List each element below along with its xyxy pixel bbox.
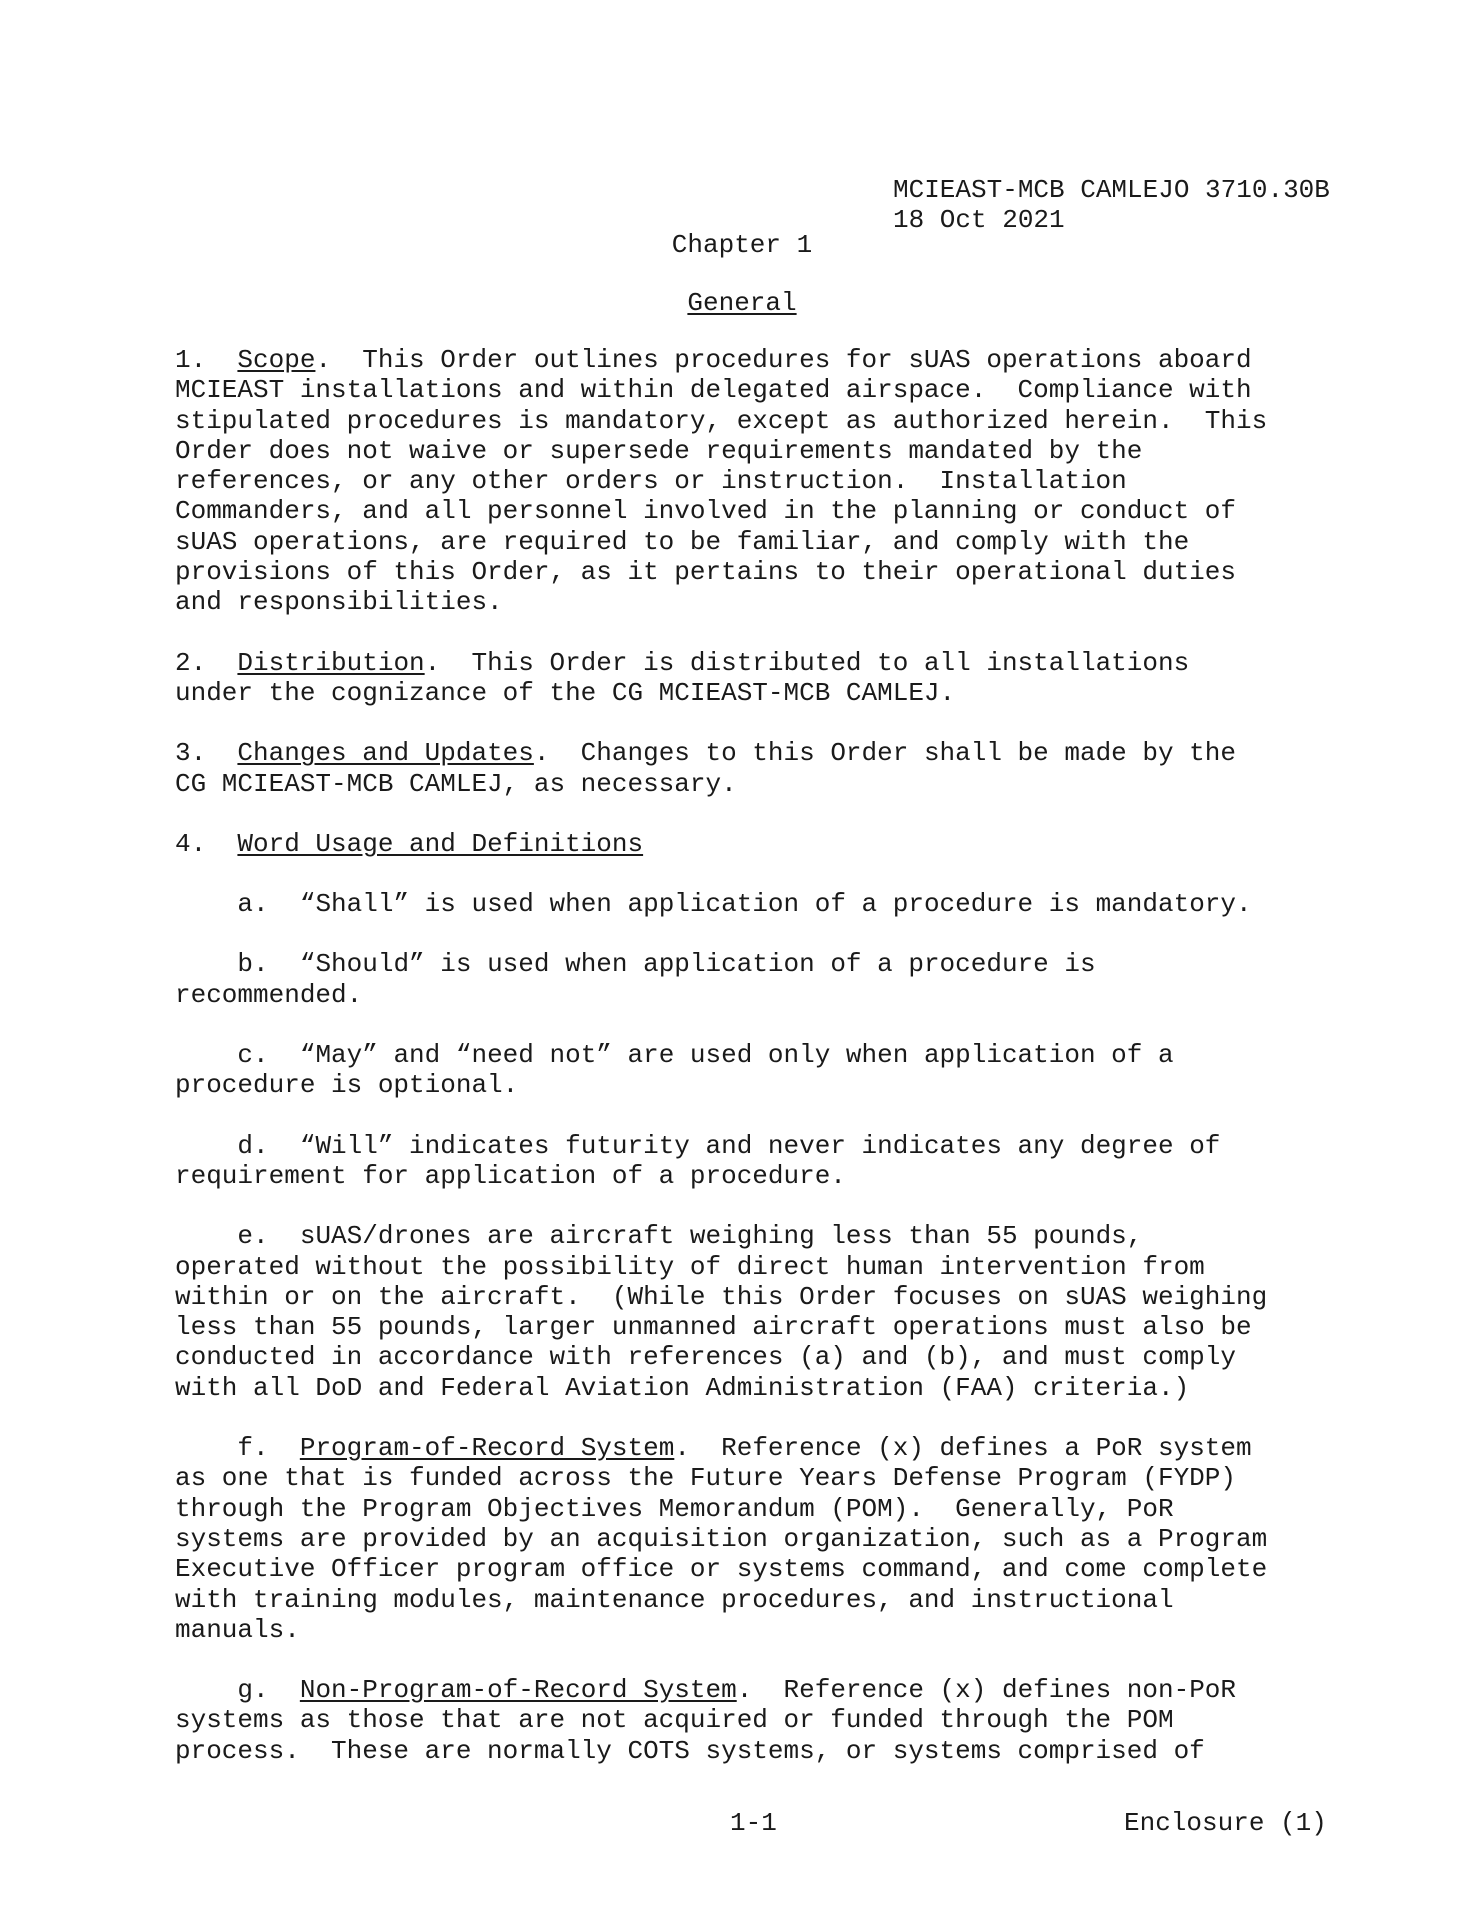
chapter-heading: Chapter 1 (671, 230, 813, 260)
subparagraph-letter: b. (175, 949, 300, 980)
subparagraph-f (175, 1433, 1315, 1645)
paragraph-scope (175, 345, 1315, 618)
paragraph-text: . This Order is distributed to all installations under the cognizance of the CG MCIEAST-MCB CAMLEJ. (175, 647, 1190, 708)
paragraph-number: 1. (175, 345, 238, 375)
subparagraph-letter: c. (175, 1040, 300, 1071)
paragraph-word-usage (175, 829, 1315, 859)
subparagraph-e (175, 1221, 1315, 1403)
subparagraph-letter: e. (175, 1221, 300, 1252)
subparagraph-a (175, 889, 1315, 919)
enclosure-label: Enclosure (1) (1124, 1808, 1327, 1838)
subparagraph-text: sUAS/drones are aircraft weighing less than 55 pounds, operated without the possibility of direct human intervention from within or on the aircraft. (While this Order focuses on sUAS weighing less than 55 pounds, larger unmanned aircraft operations must also be conducted in accordance with references (a) and (b), and must comply with all DoD and Federal Aviation Administration (FAA) criteria.) (175, 1221, 1268, 1403)
subparagraph-text: . Reference (x) defines a PoR system as one that is funded across the Future Years Defense Program (FYDP) through the Program Objectives Memorandum (POM). Generally, PoR systems are provided by an acquisition organization, such as a Program Executive Officer program office or systems command, and come complete with training modules, maintenance procedures, and instructional manuals. (175, 1433, 1268, 1645)
document-body (175, 345, 1315, 1796)
subparagraph-heading: Program-of-Record System (299, 1433, 675, 1464)
page-title-text: General (687, 288, 797, 318)
subparagraph-b (175, 949, 1315, 1010)
paragraph-text: . Changes to this Order shall be made by the CG MCIEAST-MCB CAMLEJ, as necessary. (175, 738, 1236, 799)
paragraph-distribution (175, 648, 1315, 709)
subparagraph-letter: g. (175, 1675, 300, 1706)
subparagraph-text: “Shall” is used when application of a procedure is mandatory. (299, 889, 1252, 920)
subparagraph-d (175, 1131, 1315, 1192)
paragraph-text: . This Order outlines procedures for sUAS operations aboard MCIEAST installations and within delegated airspace. Compliance with stipulated procedures is mandatory, except as authorized herein. This Order does not waive or supersede requirements mandated by the references, or any other orders or instruction. Installation Commanders, and all personnel involved in the planning or conduct of sUAS operations, are required to be familiar, and comply with the provisions of this Order, as it pertains to their operational duties and responsibilities. (175, 345, 1268, 618)
paragraph-number: 2. (175, 647, 238, 678)
subparagraph-g (175, 1675, 1315, 1766)
paragraph-heading: Distribution (237, 647, 425, 678)
paragraph-heading: Word Usage and Definitions (237, 828, 644, 859)
order-date: 18 Oct 2021 (893, 205, 1065, 236)
paragraph-number: 3. (175, 738, 238, 769)
paragraph-heading: Changes and Updates (237, 738, 534, 769)
paragraph-changes (175, 738, 1315, 799)
order-number: MCIEAST-MCB CAMLEJO 3710.30B (893, 175, 1330, 205)
subparagraph-heading: Non-Program-of-Record System (299, 1675, 737, 1706)
subparagraph-letter: d. (175, 1130, 300, 1161)
subparagraph-text: “May” and “need not” are used only when application of a procedure is optional. (175, 1040, 1174, 1101)
paragraph-number: 4. (175, 828, 238, 859)
subparagraph-letter: f. (175, 1433, 300, 1464)
subparagraph-text: “Will” indicates futurity and never indicates any degree of requirement for application of a procedure. (175, 1130, 1221, 1191)
subparagraph-letter: a. (175, 889, 300, 920)
subparagraph-c (175, 1040, 1315, 1101)
page-number: 1-1 (730, 1808, 777, 1838)
order-header (893, 175, 1330, 236)
page-title (0, 288, 1484, 318)
subparagraph-text: “Should” is used when application of a procedure is recommended. (175, 949, 1096, 1010)
paragraph-heading: Scope (237, 345, 316, 375)
subparagraph-text: . Reference (x) defines non-PoR systems as those that are not acquired or funded through the POM process. These are normally COTS systems, or systems comprised of (175, 1675, 1236, 1766)
